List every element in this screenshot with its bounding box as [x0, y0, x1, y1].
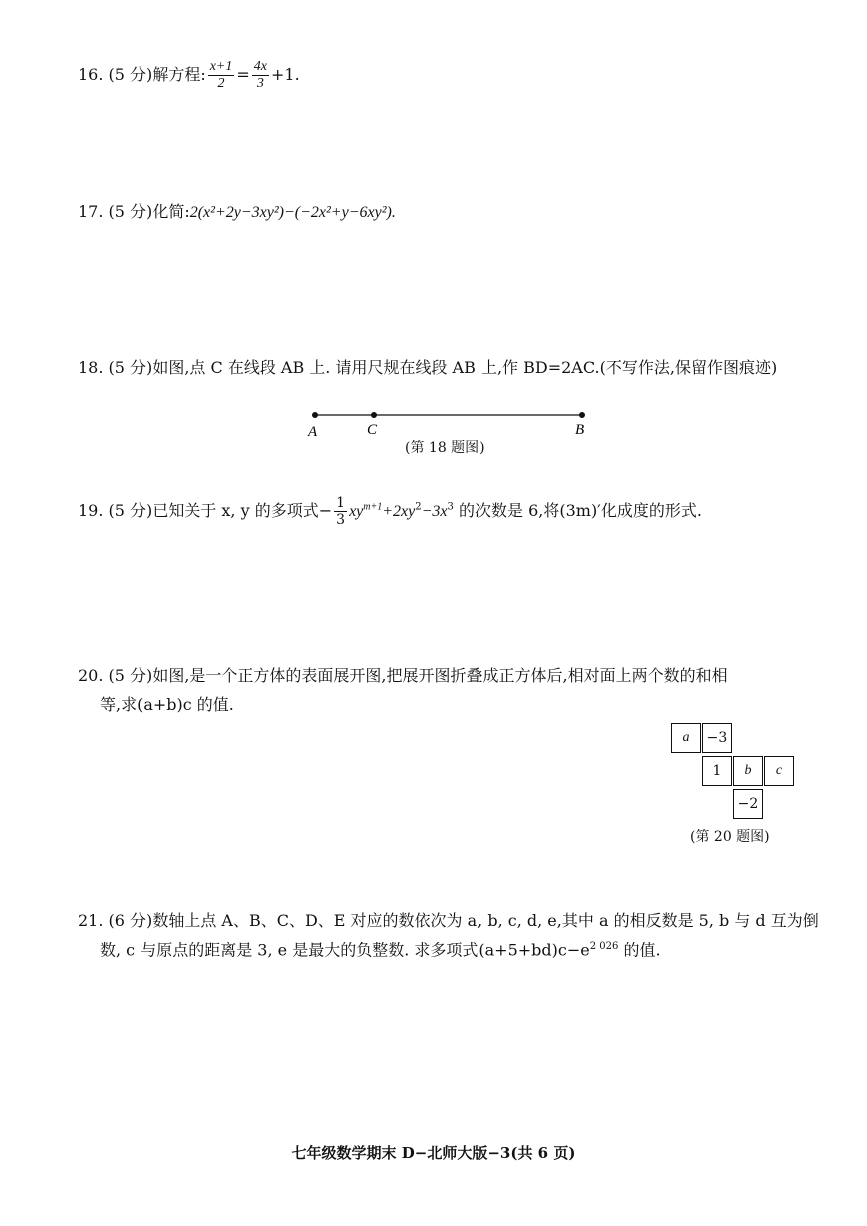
- q20-number: 20.: [78, 666, 104, 685]
- q17-expression: 2(x²+2y−3xy²)−(−2x²+y−6xy²).: [189, 204, 396, 221]
- q19-term-2: +2xy: [382, 503, 416, 520]
- q20-points: (5 分): [108, 666, 153, 685]
- q19-exp-3: 3: [447, 501, 454, 513]
- q21-exponent: 2 026: [589, 941, 619, 952]
- q17-text: 化简:: [152, 202, 190, 221]
- q19-exp-1: m+1: [363, 501, 383, 513]
- label-a: A: [308, 424, 318, 440]
- net-cell-neg3: −3: [702, 723, 732, 753]
- q19-number: 19.: [78, 501, 104, 520]
- q16-equals: =: [236, 65, 250, 84]
- question-21-line-1: [78, 913, 819, 929]
- figure-20-caption: (第 20 题图): [690, 829, 770, 845]
- question-17: [78, 204, 396, 221]
- q21-line-2-text: 数, c 与原点的距离是 3, e 是最大的负整数. 求多项式(a+5+bd)c−e: [100, 940, 590, 960]
- point-c: [371, 412, 377, 418]
- q19-term-1: xy: [349, 503, 364, 520]
- q19-exp-2: 2: [415, 501, 422, 513]
- q19-frac-num: 1: [336, 495, 346, 511]
- net-cell-c: c: [764, 756, 794, 786]
- net-cell-1: 1: [702, 756, 732, 786]
- q18-number: 18.: [78, 358, 104, 377]
- q16-points: (5 分): [108, 65, 153, 84]
- q19-pre: 已知关于 x, y 的多项式−: [152, 501, 333, 520]
- q17-points: (5 分): [108, 202, 153, 221]
- q16-fraction-2: [252, 60, 269, 91]
- q19-post: 的次数是 6,将(3m)′化成度的形式.: [453, 501, 702, 520]
- q19-term-3: −3x: [421, 503, 448, 520]
- net-cell-neg2: −2: [733, 789, 763, 819]
- q16-text: 解方程:: [152, 65, 206, 84]
- point-b: [579, 412, 585, 418]
- question-20-line-1: [78, 668, 728, 684]
- question-18: [78, 360, 777, 376]
- q16-frac1-num: x+1: [209, 59, 233, 74]
- label-b: B: [575, 422, 585, 438]
- q16-tail: +1.: [271, 65, 300, 84]
- q21-points: (6 分): [108, 911, 153, 930]
- point-a: [312, 412, 318, 418]
- q20-line-2-text: 等,求(a+b)c 的值.: [100, 695, 234, 714]
- q18-text: 如图,点 C 在线段 AB 上. 请用尺规在线段 AB 上,作 BD=2AC.(不写作法,保留作图痕迹): [152, 358, 778, 377]
- q16-frac2-num: 4x: [253, 59, 268, 74]
- q19-points: (5 分): [108, 501, 153, 520]
- figure-18-caption: (第 18 题图): [405, 440, 485, 456]
- q20-line-1-text: 如图,是一个正方体的表面展开图,把展开图折叠成正方体后,相对面上两个数的和相: [152, 666, 728, 685]
- q18-points: (5 分): [108, 358, 153, 377]
- net-cell-a: a: [671, 723, 701, 753]
- label-c: C: [367, 422, 378, 438]
- q21-line-1-text: 数轴上点 A、B、C、D、E 对应的数依次为 a, b, c, d, e,其中 a 的相反数是 5, b 与 d 互为倒: [152, 911, 819, 930]
- page-footer: 七年级数学期末 D−北师大版−3(共 6 页): [291, 1144, 576, 1162]
- q17-number: 17.: [78, 202, 104, 221]
- question-21-line-2: [100, 942, 661, 958]
- q21-line-2-tail: 的值.: [618, 940, 661, 960]
- q19-frac-den: 3: [336, 512, 346, 528]
- net-cell-b: b: [733, 756, 763, 786]
- q16-frac1-den: 2: [217, 76, 225, 91]
- question-16: [78, 60, 300, 91]
- q16-fraction-1: [208, 60, 235, 91]
- question-19: [78, 496, 702, 527]
- q21-number: 21.: [78, 911, 104, 930]
- question-20-line-2: [100, 697, 234, 713]
- figure-18-segment: [300, 404, 600, 440]
- q19-fraction: [334, 496, 347, 527]
- q16-frac2-den: 3: [256, 76, 264, 91]
- q16-number: 16.: [78, 65, 104, 84]
